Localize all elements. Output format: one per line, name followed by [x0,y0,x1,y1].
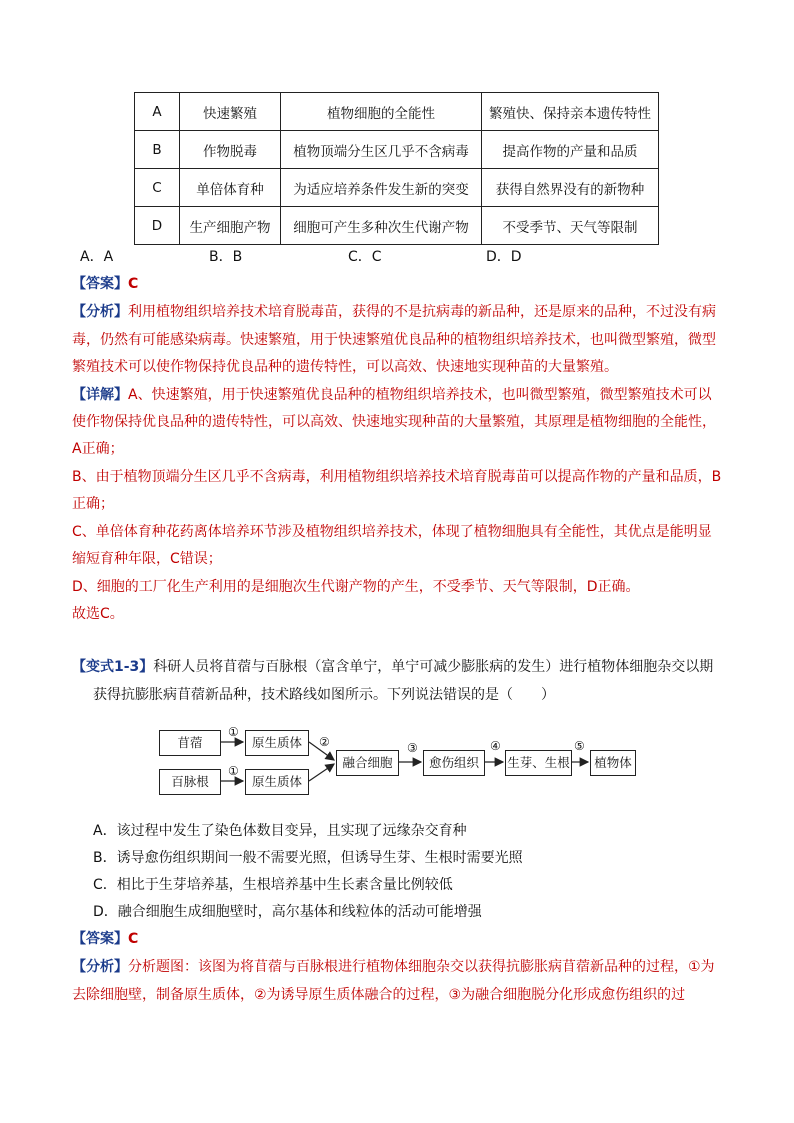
option-a: A．A [80,249,114,265]
detail-text: A正确； [72,441,124,457]
analysis-line [72,957,715,977]
step-4-label: ④ [490,739,501,753]
principle: 植物顶端分生区几乎不含病毒 [281,131,482,169]
answer-tag: 【答案】 [72,931,128,947]
analysis-tag: 【分析】 [72,304,128,320]
step-5-label: ⑤ [574,739,585,753]
row-id: D [135,207,180,245]
analysis-text: 利用植物组织培养技术培育脱毒苗，获得的不是抗病毒的新品种，还是原来的品种，不过没有病 [128,304,716,320]
stem-text: 获得抗膨胀病苜蓿新品种，技术路线如图所示。下列说法错误的是（ ） [93,687,555,703]
row-id: A [135,93,180,131]
principle: 细胞可产生多种次生代谢产物 [281,207,482,245]
step-1-label: ① [228,764,239,778]
option-a: A．该过程中发生了染色体数目变异，且实现了远缘杂交育种 [93,823,467,839]
step-3-label: ③ [407,741,418,755]
callus-box: 愈伤组织 [423,750,485,776]
technique-name: 快速繁殖 [180,93,281,131]
protoplast-box-2: 原生质体 [245,769,309,795]
technique-name: 单倍体育种 [180,169,281,207]
plant-box: 植物体 [590,750,636,776]
analysis-text: 繁殖技术可以使作物保持优良品种的遗传特性，可以高效、快速地实现种苗的大量繁殖。 [72,359,618,375]
option-c: C．相比于生芽培养基，生根培养基中生长素含量比例较低 [93,877,453,893]
feature: 获得自然界没有的新物种 [482,169,659,207]
row-id: C [135,169,180,207]
analysis-text: 毒，仍然有可能感染病毒。快速繁殖，用于快速繁殖优良品种的植物组织培养技术，也叫微型繁殖，微型 [72,332,716,348]
conclusion: 故选C。 [72,606,124,622]
technique-name: 作物脱毒 [180,131,281,169]
option-d: D．D [486,249,522,265]
detail-tag: 【详解】 [72,387,128,403]
analysis-text: 分析题图：该图为将苜蓿与百脉根进行植物体细胞杂交以获得抗膨胀病苜蓿新品种的过程，①为 [128,959,715,975]
option-b: B．B [209,249,243,265]
detail-text: 缩短育种年限，C错误； [72,551,222,567]
answer-value: C [128,931,139,947]
option-c: C．C [348,249,382,265]
analysis-text: 去除细胞壁，制备原生质体，②为诱导原生质体融合的过程，③为融合细胞脱分化形成愈伤组织的过 [72,987,686,1003]
feature: 繁殖快、保持亲本遗传特性 [482,93,659,131]
protoplast-box-1: 原生质体 [245,730,309,756]
principle: 植物细胞的全能性 [281,93,482,131]
answer-value: C [128,276,139,292]
detail-text: C、单倍体育种花药离体培养环节涉及植物组织培养技术，体现了植物细胞具有全能性，其优点是能明显 [72,524,712,540]
analysis-tag: 【分析】 [72,959,128,975]
row-id: B [135,131,180,169]
detail-text: A、快速繁殖，用于快速繁殖优良品种的植物组织培养技术，也叫微型繁殖，微型繁殖技术可以 [128,387,712,403]
detail-text: D、细胞的工厂化生产利用的是细胞次生代谢产物的产生，不受季节、天气等限制，D正确。 [72,579,640,595]
stem-text: 科研人员将苜蓿与百脉根（富含单宁，单宁可减少膨胀病的发生）进行植物体细胞杂交以期 [153,659,714,675]
technique-name: 生产细胞产物 [180,207,281,245]
feature: 提高作物的产量和品质 [482,131,659,169]
fused-cell-box: 融合细胞 [336,750,399,776]
answer-line [72,929,138,949]
detail-text: B、由于植物顶端分生区几乎不含病毒，利用植物组织培养技术培育脱毒苗可以提高作物的产量和品质，B [72,469,722,485]
detail-text: 正确； [72,496,114,512]
lotus-box: 百脉根 [159,769,221,795]
option-b: B．诱导愈伤组织期间一般不需要光照，但诱导生芽、生根时需要光照 [93,850,523,866]
answer-tag: 【答案】 [72,276,128,292]
shoot-root-box: 生芽、生根 [505,750,572,776]
step-1-label: ① [228,725,239,739]
question-tag: 【变式1-3】 [72,659,154,675]
alfalfa-box: 苜蓿 [159,730,221,756]
principle: 为适应培养条件发生新的突变 [281,169,482,207]
step-2-label: ② [319,735,330,749]
detail-text: 使作物保持优良品种的遗传特性，可以高效、快速地实现种苗的大量繁殖，其原理是植物细胞的全能性， [72,414,716,430]
feature: 不受季节、天气等限制 [482,207,659,245]
option-d: D．融合细胞生成细胞壁时，高尔基体和线粒体的活动可能增强 [93,904,482,920]
